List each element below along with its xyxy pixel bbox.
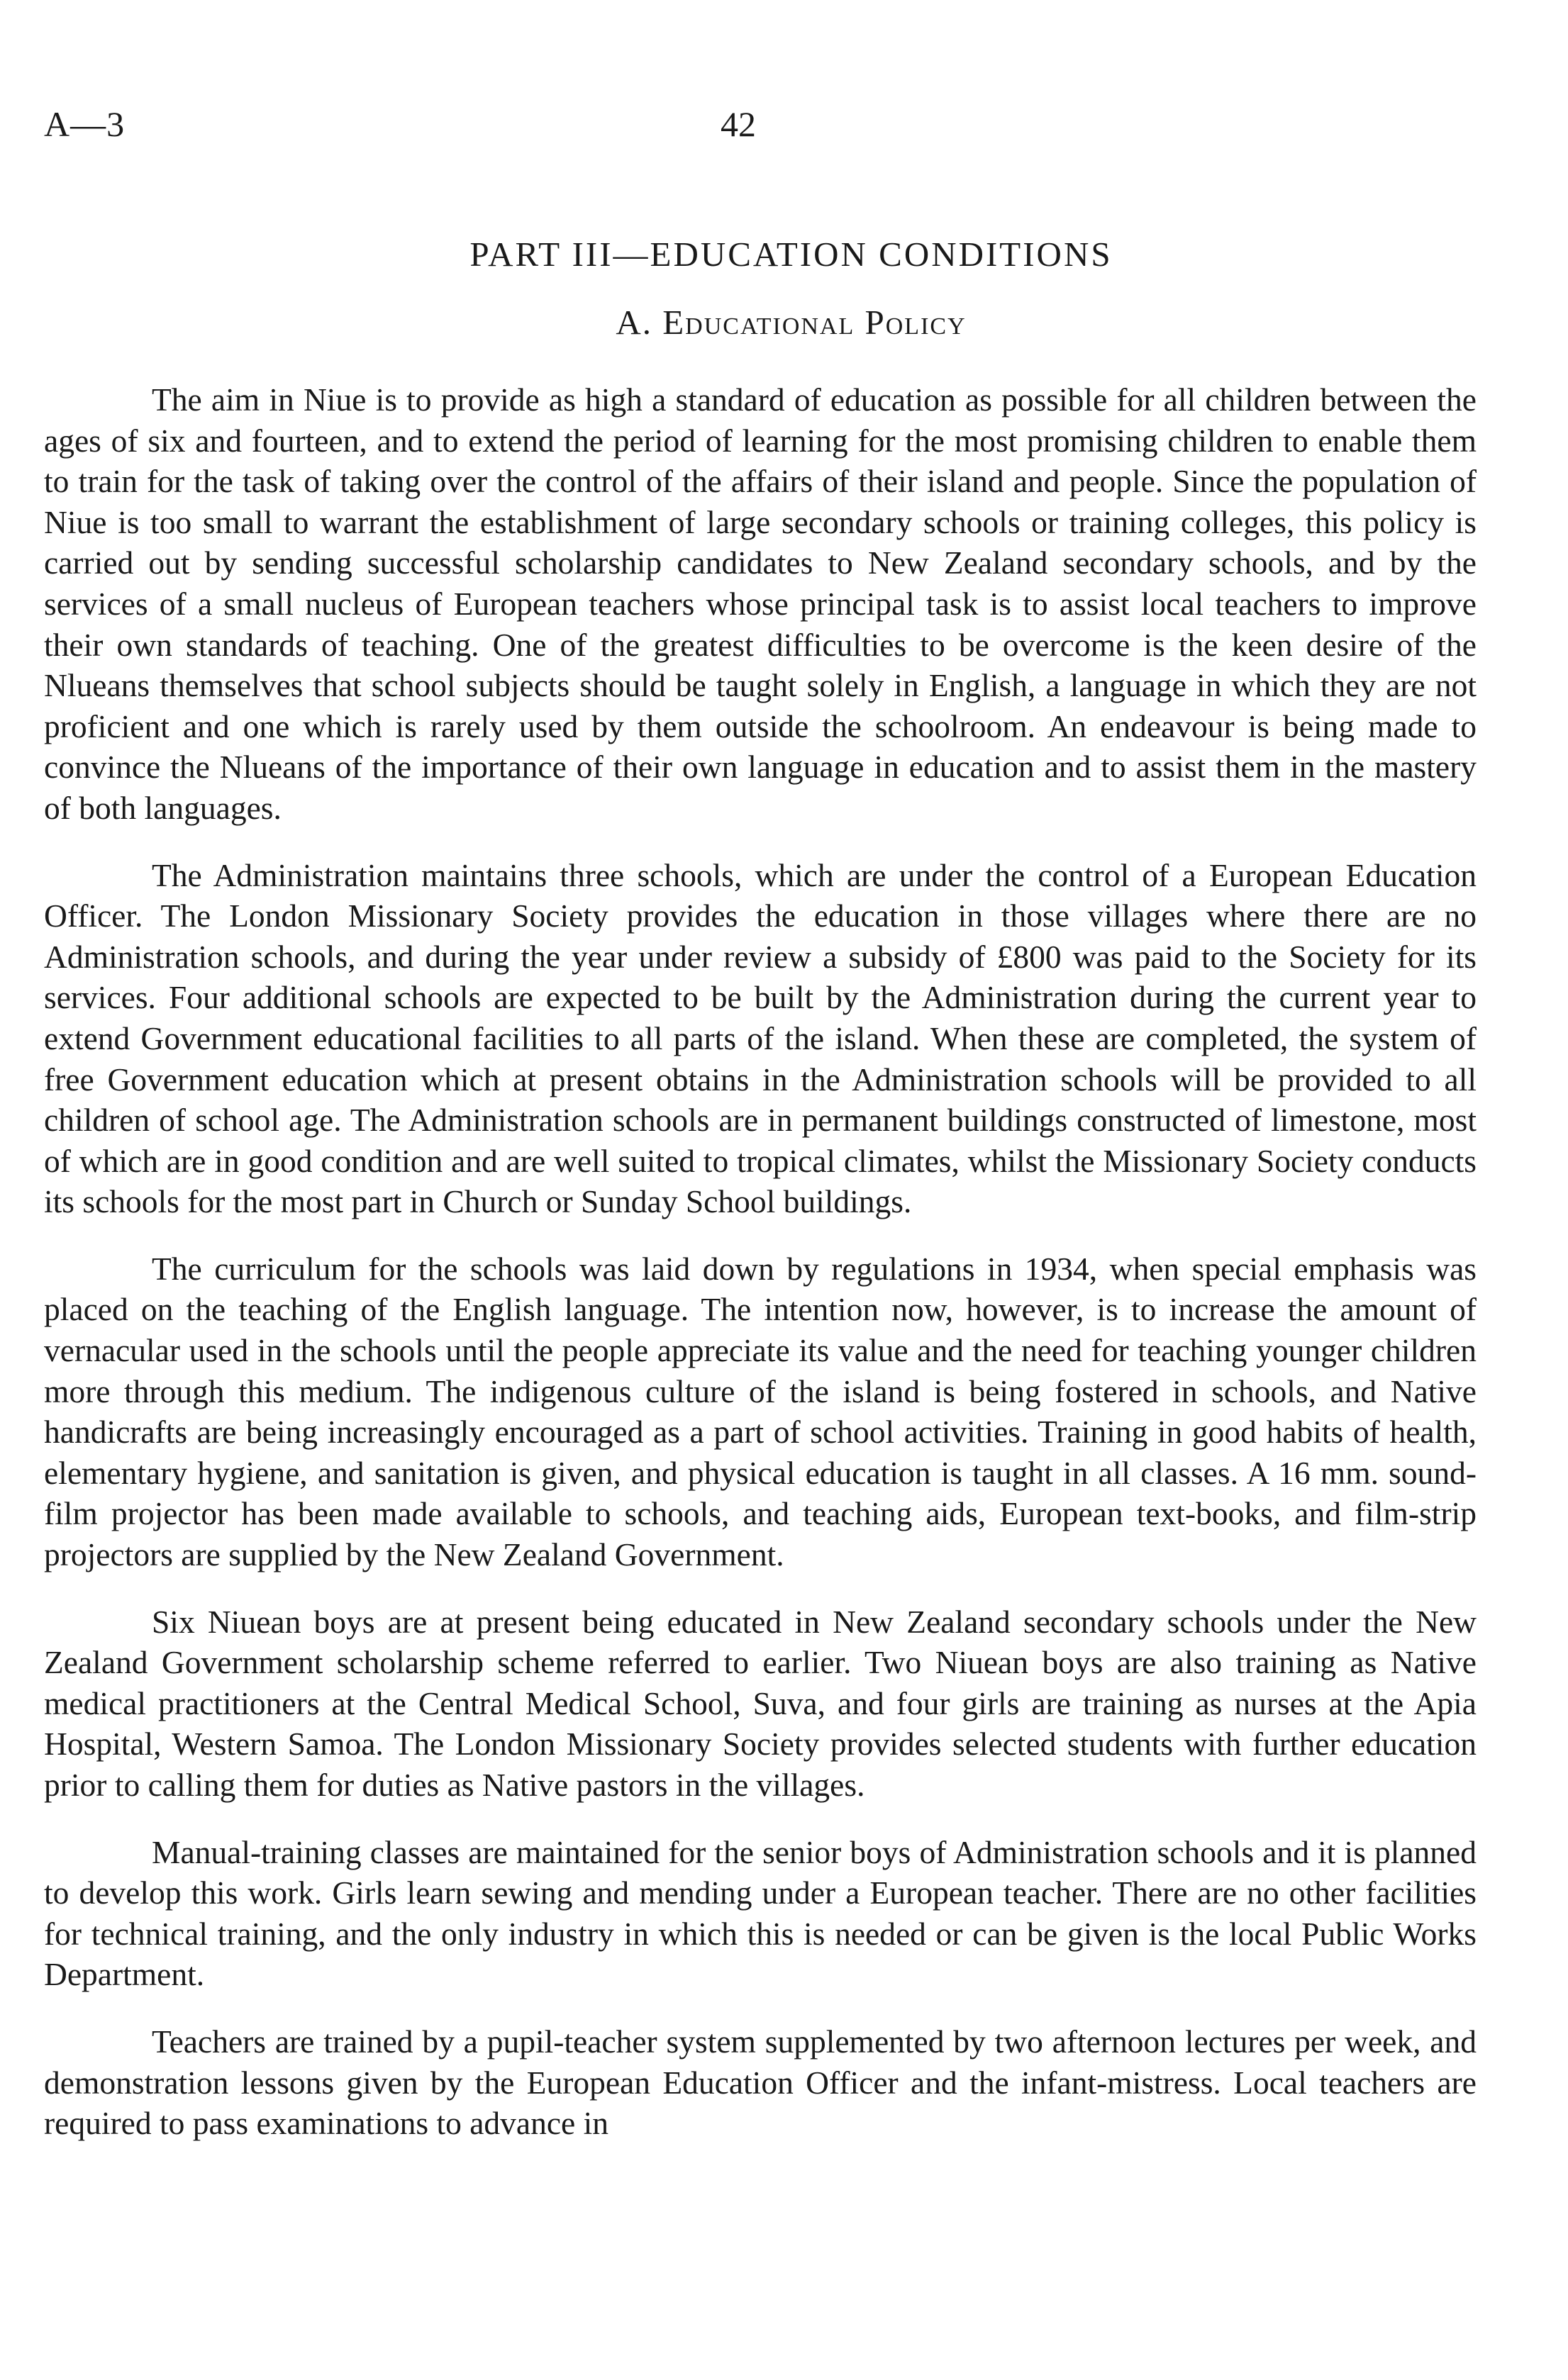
part-title: PART III—EDUCATION CONDITIONS (469, 235, 1113, 274)
document-reference: A—3 (44, 104, 126, 144)
paragraph-scholarships: Six Niuean boys are at present being educated in New Zealand secondary schools under the New Zealand Government scholarship scheme referred to earlier. Two Niuean boys are also training as Native medical practitioners at the Central Medical School, Suva, and four girls are training as nurses at the Apia Hospital, Western Samoa. The London Missionary Society provides selected students with further education prior to calling them for duties as Native pastors in the villages. (44, 1603, 1477, 1803)
paragraph-manual-training: Manual-training classes are maintained for the senior boys of Administration schools and it is planned to develop this work. Girls learn sewing and mending under a European teacher. There are no other facilities for technical training, and the only industry in which this is needed or can be given is the local Public Works Department. (44, 1833, 1477, 1993)
paragraph-administration-schools: The Administration maintains three schools, which are under the control of a European Education Officer. The London Missionary Society provides the education in those villages where there are no Administration schools, and during the year under review a subsidy of £800 was paid to the Society for its services. Four additional schools are expected to be built by the Administration during the current year to extend Government educational facilities to all parts of the island. When these are completed, the system of free Government education which at present obtains in the Administration schools will be provided to all children of school age. The Administration schools are in permanent buildings constructed of limestone, most of which are in good condition and are well suited to tropical climates, whilst the Missionary Society conducts its schools for the most part in Church or Sunday School buildings. (44, 856, 1477, 1220)
page-number: 42 (721, 104, 756, 144)
paragraph-educational-aim: The aim in Niue is to provide as high a standard of education as possible for all children between the ages of six and fourteen, and to extend the period of learning for the most promising children to enable them to train for the task of taking over the control of the affairs of their island and people. Since the population of Niue is too small to warrant the establishment of large secondary schools or training colleges, this policy is carried out by sending successful scholarship candidates to New Zealand secondary schools, and by the services of a small nucleus of European teachers whose principal task is to assist local teachers to improve their own standards of teaching. One of the greatest difficulties to be overcome is the keen desire of the Nlueans themselves that school subjects should be taught solely in English, a language in which they are not proficient and one which is rarely used by them outside the schoolroom. An endeavour is being made to convince the Nlueans of the importance of their own language in education and to assist them in the mastery of both languages. (44, 381, 1477, 826)
section-title: A. Educational Policy (616, 303, 967, 342)
paragraph-teacher-training: Teachers are trained by a pupil-teacher system supplemented by two afternoon lectures per week, and demonstration lessons given by the European Education Officer and the infant-mistress. Local teachers are required to pass examinations to advance in (44, 2023, 1477, 2142)
paragraph-curriculum: The curriculum for the schools was laid down by regulations in 1934, when special emphasis was placed on the teaching of the English language. The intention now, however, is to increase the amount of vernacular used in the schools until the people appreciate its value and the need for teaching younger children more through this medium. The indigenous culture of the island is being fostered in schools, and Native handicrafts are being increasingly encouraged as a part of school activities. Training in good habits of health, elementary hygiene, and sanitation is given, and physical education is taught in all classes. A 16 mm. sound-film projector has been made available to schools, and teaching aids, European text-books, and film-strip projectors are supplied by the New Zealand Government. (44, 1250, 1477, 1573)
body-text (44, 379, 1477, 2170)
